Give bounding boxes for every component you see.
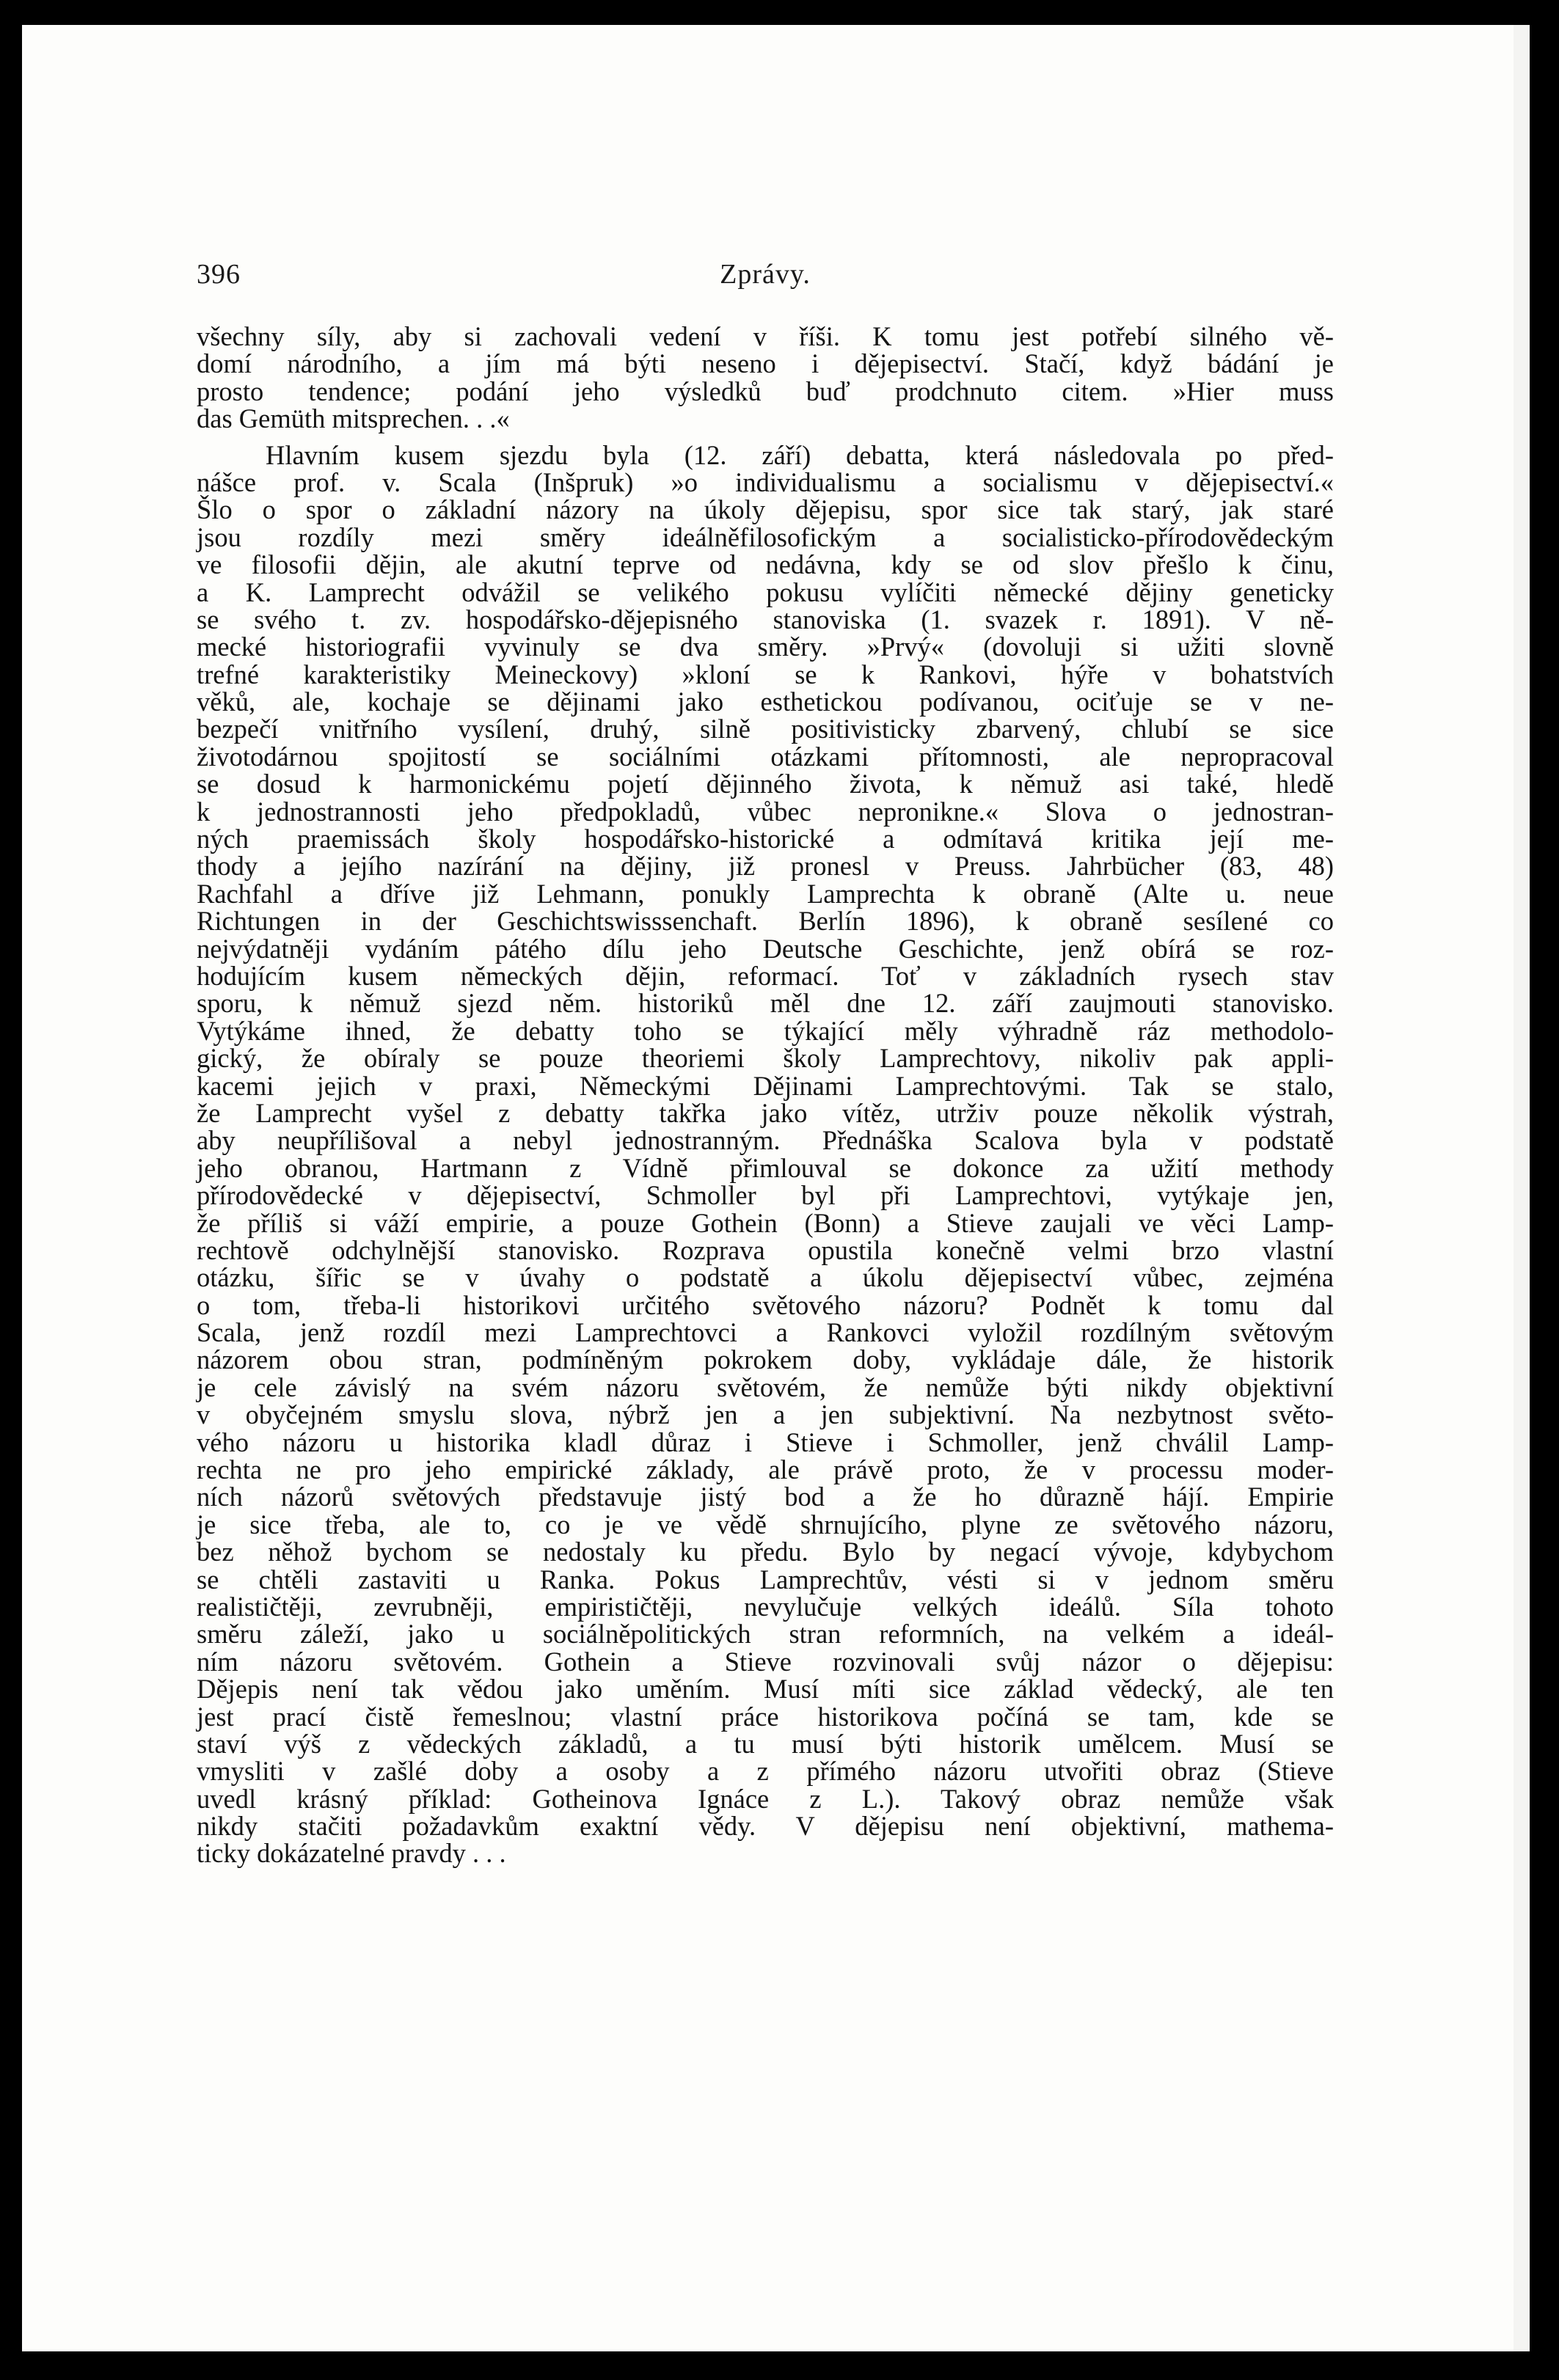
text-line: se chtěli zastaviti u Ranka. Pokus Lamprechtův, vésti si v jednom směru (197, 1564, 1334, 1594)
text-line: Scala, jenž rozdíl mezi Lamprechtovci a Rankovci vyložil rozdílným světovým (197, 1317, 1334, 1348)
text-line: názorem obou stran, podmíněným pokrokem doby, vykládaje dále, že historik (197, 1344, 1334, 1375)
text-line: Šlo o spor o základní názory na úkoly dějepisu, spor sice tak starý, jak staré (197, 494, 1334, 525)
text-line: životodárnou spojitostí se sociálními otázkami přítomnosti, ale nepropracoval (197, 741, 1334, 772)
text-line: Hlavním kusem sjezdu byla (12. září) debatta, která následovala po před- (266, 439, 1334, 470)
paragraph-2 (197, 439, 1334, 1869)
article-body (197, 323, 1334, 1867)
paragraph-1 (197, 323, 1334, 433)
page-header (197, 258, 1334, 302)
text-line: přírodovědecké v dějepisectví, Schmoller byl při Lamprechtovi, vytýkaje jen, (197, 1180, 1334, 1211)
text-line: je cele závislý na svém názoru světovém, že nemůže býti nikdy objektivní (197, 1372, 1334, 1402)
text-line: v obyčejném smyslu slova, nýbrž jen a jen subjektivní. Na nezbytnost světo- (197, 1399, 1334, 1430)
text-line: o tom, třeba-li historikovi určitého světového názoru? Podnět k tomu dal (197, 1289, 1334, 1320)
text-line: nejvýdatněji vydáním pátého dílu jeho Deutsche Geschichte, jenž obírá se roz- (197, 933, 1334, 964)
text-line: věků, ale, kochaje se dějinami jako esthetickou podívanou, ociťuje se v ne- (197, 686, 1334, 717)
text-line: Richtungen in der Geschichtswisssenchaft. Berlín 1896), k obraně sesílené co (197, 906, 1334, 937)
text-line: nikdy stačiti požadavkům exaktní vědy. V dějepisu není objektivní, mathema- (197, 1811, 1334, 1842)
text-line: jest prací čistě řemeslnou; vlastní práce historikova počíná se tam, kde se (197, 1701, 1334, 1732)
text-line: vého názoru u historika kladl důraz i Stieve i Schmoller, jenž chválil Lamp- (197, 1427, 1334, 1457)
text-line: sporu, k němuž sjezd něm. historiků měl dne 12. září zaujmouti stanovisko. (197, 988, 1334, 1019)
text-line: rechtově odchylnější stanovisko. Rozprava opustila konečně velmi brzo vlastní (197, 1234, 1334, 1265)
text-line: se dosud k harmonickému pojetí dějinného života, k němuž asi také, hledě (197, 769, 1334, 799)
running-title: Zprávy. (720, 259, 811, 290)
text-line: realističtěji, zevrubněji, empirističtěji, nevylučuje velkých ideálů. Síla tohoto (197, 1591, 1334, 1622)
text-line: rechta ne pro jeho empirické základy, ale právě proto, že v processu moder- (197, 1454, 1334, 1485)
text-line: vmysliti v zašlé doby a osoby a z přímého názoru utvořiti obraz (Stieve (197, 1756, 1334, 1787)
text-line: směru záleží, jako u sociálněpolitických stran reformních, na velkém a ideál- (197, 1619, 1334, 1649)
text-line: a K. Lamprecht odvážil se velikého pokusu vylíčiti německé dějiny geneticky (197, 576, 1334, 607)
text-line: thody a jejího nazírání na dějiny, již pronesl v Preuss. Jahrbücher (83, 48) (197, 851, 1334, 882)
text-line: das Gemüth mitsprechen. . .« (197, 403, 510, 434)
text-line: hodujícím kusem německých dějin, reformací. Toť v základních rysech stav (197, 960, 1334, 991)
text-line: že příliš si váží empirie, a pouze Gothein (Bonn) a Stieve zaujali ve věci Lamp- (197, 1207, 1334, 1238)
text-line: k jednostrannosti jeho předpokladů, vůbec nepronikne.« Slova o jednostran- (197, 796, 1334, 827)
text-line: ticky dokázatelné pravdy . . . (197, 1838, 506, 1869)
page-edge (1514, 25, 1530, 2351)
text-line: jsou rozdíly mezi směry ideálněfilosofickým a socialisticko-přírodovědeckým (197, 521, 1334, 552)
text-line: ve filosofii dějin, ale akutní teprve od nedávna, kdy se od slov přešlo k činu, (197, 549, 1334, 580)
text-line: že Lamprecht vyšel z debatty takřka jako vítěz, utrživ pouze několik výstrah, (197, 1097, 1334, 1128)
text-line: je sice třeba, ale to, co je ve vědě shrnujícího, plyne ze světového názoru, (197, 1509, 1334, 1539)
text-line: bez něhož bychom se nedostaly ku předu. Bylo by negací vývoje, kdybychom (197, 1537, 1334, 1567)
text-line: domí národního, a jím má býti neseno i dějepisectví. Stačí, když bádání je (197, 348, 1334, 379)
text-line: nášce prof. v. Scala (Inšpruk) »o individualismu a socialismu v dějepisectví.« (197, 466, 1334, 497)
text-line: bezpečí vnitřního vysílení, druhý, silně positivisticky zbarvený, chlubí se sice (197, 714, 1334, 744)
text-line: trefné karakteristiky Meineckovy) »kloní se k Rankovi, hýře v bohatstvích (197, 659, 1334, 689)
text-line: Rachfahl a dříve již Lehmann, ponukly Lamprechta k obraně (Alte u. neue (197, 878, 1334, 909)
page-number: 396 (197, 259, 241, 290)
text-line: Vytýkáme ihned, že debatty toho se týkající měly výhradně ráz methodolo- (197, 1015, 1334, 1046)
text-line: kacemi jejich v praxi, Německými Dějinami Lamprechtovými. Tak se stalo, (197, 1070, 1334, 1101)
text-line: otázku, šířic se v úvahy o podstatě a úkolu dějepisectví vůbec, zejména (197, 1262, 1334, 1293)
text-line: ních názorů světových představuje jistý bod a že ho důrazně hájí. Empirie (197, 1482, 1334, 1512)
text-line: mecké historiografii vyvinuly se dva směry. »Prvý« (dovoluji si užiti slovně (197, 631, 1334, 662)
text-line: aby neupřílišoval a nebyl jednostranným. Přednáška Scalova byla v podstatě (197, 1125, 1334, 1156)
text-line: jeho obranou, Hartmann z Vídně přimlouval se dokonce za užití methody (197, 1152, 1334, 1183)
text-line: gický, že obíraly se pouze theoriemi školy Lamprechtovy, nikoliv pak appli- (197, 1043, 1334, 1074)
text-line: staví výš z vědeckých základů, a tu musí býti historik umělcem. Musí se (197, 1728, 1334, 1759)
text-line: ných praemissách školy hospodářsko-historické a odmítavá kritika její me- (197, 824, 1334, 854)
text-line: všechny síly, aby si zachovali vedení v říši. K tomu jest potřebí silného vě- (197, 321, 1334, 351)
text-line: prosto tendence; podání jeho výsledků buď prodchnuto citem. »Hier muss (197, 376, 1334, 406)
text-line: uvedl krásný příklad: Gotheinova Ignáce z L.). Takový obraz nemůže však (197, 1783, 1334, 1814)
text-line: Dějepis není tak vědou jako uměním. Musí míti sice základ vědecký, ale ten (197, 1674, 1334, 1705)
text-line: se svého t. zv. hospodářsko-dějepisného stanoviska (1. svazek r. 1891). V ně- (197, 604, 1334, 634)
text-line: ním názoru světovém. Gothein a Stieve rozvinovali svůj názor o dějepisu: (197, 1646, 1334, 1677)
